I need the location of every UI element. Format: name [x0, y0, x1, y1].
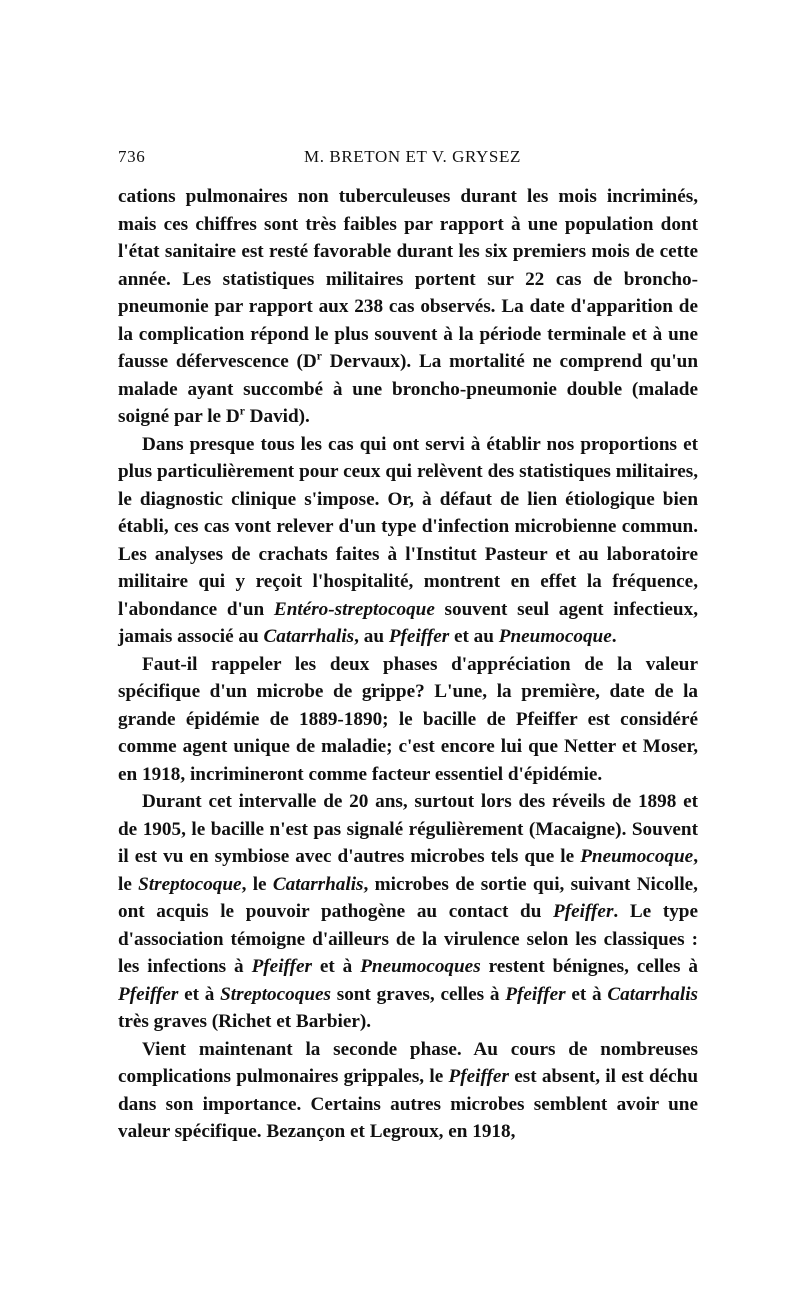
italic-term: Catarrhalis [263, 626, 355, 647]
text-run: . [611, 626, 617, 647]
text-run: , microbes de sortie qui, suivant Nicolle, ont acquis le pouvoir pathogène au contact du [118, 873, 698, 922]
italic-term: Catarrhalis [607, 983, 698, 1005]
text-run: David). [244, 406, 310, 427]
italic-term: Pfeiffer [118, 983, 179, 1005]
text-run: restent bénignes, celles à [480, 956, 698, 977]
paragraph-1 [118, 183, 698, 431]
paragraph-4 [118, 788, 698, 1036]
text-run: Faut-il rappeler les deux phases d'appréciation de la valeur spécifique d'un microbe de grippe? L'une, la première, date de la grande épidémie de 1889-1890; le bacille de Pfeiffer est considéré comme agent unique de maladie; c'est encore lui que Netter et Moser, en 1918, incrimineront comme facteur essentiel d'épidémie. [118, 653, 698, 785]
page-number: 736 [118, 147, 146, 166]
text-run: et à [178, 983, 221, 1005]
italic-term: Pneumocoques [360, 956, 481, 977]
text-run: Dervaux). La mortalité ne comprend qu'un malade ayant succombé à une broncho-pneumonie double (malade soigné par le D [118, 351, 699, 427]
text-run: Vient maintenant la seconde phase. Au cours de nombreuses complications pulmonaires grippales, le [118, 1038, 698, 1087]
text-run: très graves (Richet et Barbier). [118, 1011, 372, 1032]
text-run: est absent, il est déchu dans son importance. Certains autres microbes semblent avoir une valeur spécifique. Bezançon et Legroux, en 1918, [118, 1066, 699, 1142]
italic-term: Pfeiffer [388, 626, 450, 647]
running-header [118, 147, 696, 167]
italic-term: Pfeiffer [505, 983, 566, 1005]
text-run: , le [118, 846, 698, 895]
paragraph-3 [118, 651, 698, 789]
italic-term: Pneumocoque [498, 626, 612, 647]
italic-term: Pfeiffer [448, 1066, 509, 1087]
body-text [118, 183, 698, 1146]
superscript: r [316, 350, 322, 363]
text-run: et à [311, 956, 361, 977]
paragraph-2 [118, 431, 698, 651]
text-run: et au [449, 626, 499, 647]
text-run: , le [241, 873, 273, 895]
text-run: sont graves, celles à [331, 983, 506, 1005]
text-run: , au [354, 626, 389, 647]
italic-term: Pneumocoque [580, 846, 694, 867]
italic-term: Streptocoque [138, 873, 242, 895]
running-title: M. BRETON ET V. GRYSEZ [304, 147, 521, 166]
text-run: Durant cet intervalle de 20 ans, surtout lors des réveils de 1898 et de 1905, le bacille n'est pas signalé régulièrement (Macaigne). Souvent il est vu en symbiose avec d'autres microbes tels que le [118, 791, 698, 867]
italic-term: Entéro-streptocoque [273, 598, 435, 620]
italic-term: Streptocoques [220, 983, 331, 1005]
text-run: cations pulmonaires non tuberculeuses durant les mois incriminés, mais ces chiffres sont très faibles par rapport à une population dont l'état sanitaire est resté favorable durant les six premiers mois de cette année. Les statistiques militaires portent sur 22 cas de broncho-pneumonie par rapport aux 238 cas observés. La date d'apparition de la complication répond le plus souvent à la période terminale et à une fausse défervescence (D [118, 186, 698, 372]
italic-term: Pfeiffer [251, 956, 312, 977]
text-run: souvent seul agent infectieux, jamais associé au [118, 598, 698, 647]
italic-term: Catarrhalis [272, 873, 364, 895]
text-run: et à [565, 983, 608, 1005]
italic-term: Pfeiffer [553, 901, 614, 922]
superscript: r [239, 405, 245, 418]
text-run: Dans presque tous les cas qui ont servi à établir nos proportions et plus particulièrement pour ceux qui relèvent des statistiques militaires, le diagnostic clinique s'impose. Or, à défaut de lien étiologique bien établi, ces cas vont relever d'un type d'infection microbienne commun. Les analyses de crachats faites à l'Institut Pasteur et au laboratoire militaire qui y reçoit l'hospitalité, montrent en effet la fréquence, l'abondance d'un [118, 433, 698, 620]
text-run: . Le type d'association témoigne d'ailleurs de la virulence selon les classiques : les infections à [118, 901, 698, 977]
paragraph-5 [118, 1036, 698, 1146]
